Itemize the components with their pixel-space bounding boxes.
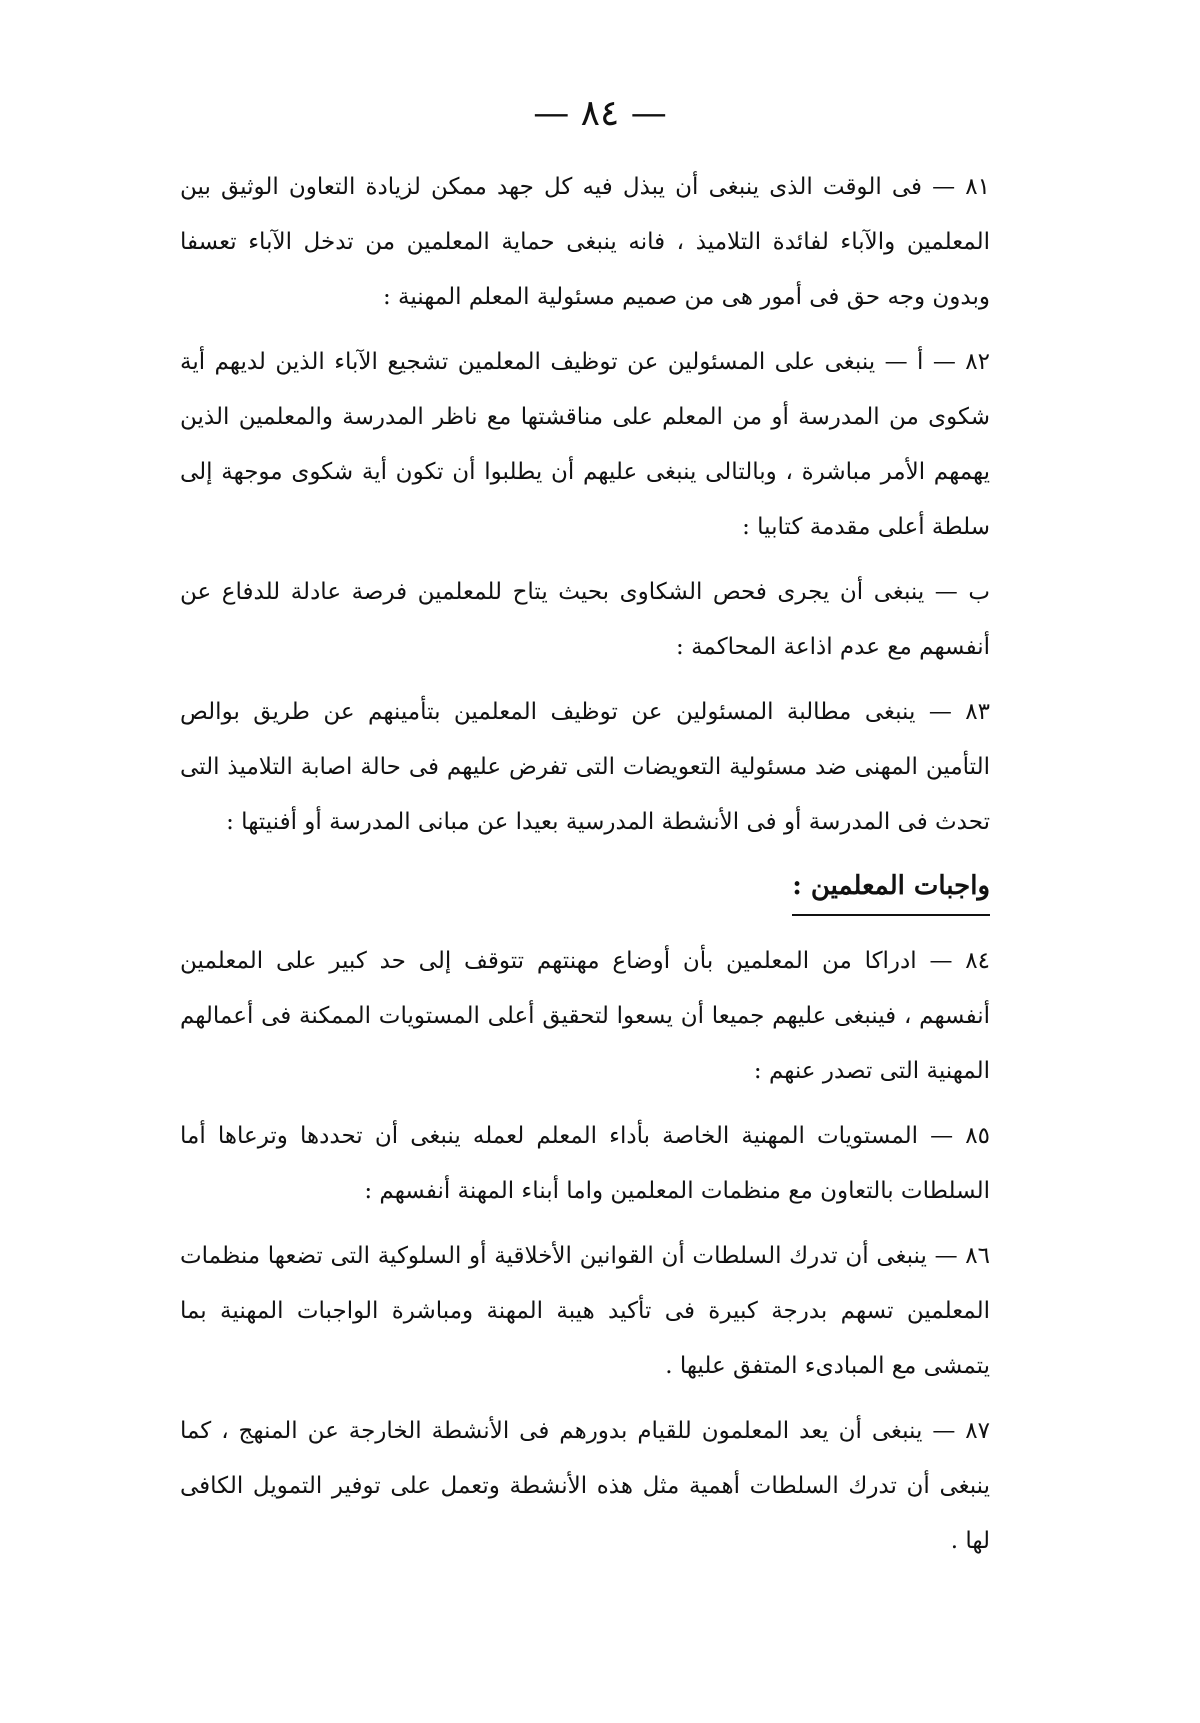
paragraph-82a: ٨٢ — أ — ينبغى على المسئولين عن توظيف المعلمين تشجيع الآباء الذين لديهم أية شكوى من المدرسة أو من المعلم على مناقشتها مع ناظر المدرسة والمعلمين الذين يهمهم الأمر مباشرة ، وبالتالى ينبغى عليهم أن يطلبوا أن تكون أية شكوى موجهة إلى سلطة أعلى مقدمة كتابيا : <box>180 349 990 540</box>
paragraph-82b: ب — ينبغى أن يجرى فحص الشكاوى بحيث يتاح للمعلمين فرصة عادلة للدفاع عن أنفسهم مع عدم اذاعة المحاكمة : <box>180 579 990 660</box>
paragraph-81: ٨١ — فى الوقت الذى ينبغى أن يبذل فيه كل جهد ممكن لزيادة التعاون الوثيق بين المعلمين والآباء لفائدة التلاميذ ، فانه ينبغى حماية المعلمين من تدخل الآباء تعسفا وبدون وجه حق فى أمور هى من صميم مسئولية المعلم المهنية : <box>180 174 990 310</box>
section-heading-teacher-duties: واجبات المعلمين : <box>792 860 990 916</box>
paragraph-83: ٨٣ — ينبغى مطالبة المسئولين عن توظيف المعلمين بتأمينهم عن طريق بوالص التأمين المهنى ضد مسئولية التعويضات التى تفرض عليهم فى حالة اصابة التلاميذ التى تحدث فى المدرسة أو فى الأنشطة المدرسية بعيدا عن مبانى المدرسة أو أفنيتها : <box>180 699 990 835</box>
paragraph-87: ٨٧ — ينبغى أن يعد المعلمون للقيام بدورهم فى الأنشطة الخارجة عن المنهج ، كما ينبغى أن تدرك السلطات أهمية مثل هذه الأنشطة وتعمل على توفير التمويل الكافى لها . <box>180 1418 990 1554</box>
page-number: — ٨٤ — <box>533 93 667 134</box>
paragraph-85: ٨٥ — المستويات المهنية الخاصة بأداء المعلم لعمله ينبغى أن تحددها وترعاها أما السلطات بالتعاون مع منظمات المعلمين واما أبناء المهنة أنفسهم : <box>180 1123 990 1204</box>
text-column <box>180 160 990 1579</box>
paragraph-84: ٨٤ — ادراكا من المعلمين بأن أوضاع مهنتهم تتوقف إلى حد كبير على المعلمين أنفسهم ، فينبغى عليهم جميعا أن يسعوا لتحقيق أعلى المستويات الممكنة فى أعمالهم المهنية التى تصدر عنهم : <box>180 948 990 1084</box>
section-heading-row <box>180 860 990 934</box>
paragraph-86: ٨٦ — ينبغى أن تدرك السلطات أن القوانين الأخلاقية أو السلوكية التى تضعها منظمات المعلمين تسهم بدرجة كبيرة فى تأكيد هيبة المهنة ومباشرة الواجبات المهنية بما يتمشى مع المبادىء المتفق عليها . <box>180 1243 990 1379</box>
